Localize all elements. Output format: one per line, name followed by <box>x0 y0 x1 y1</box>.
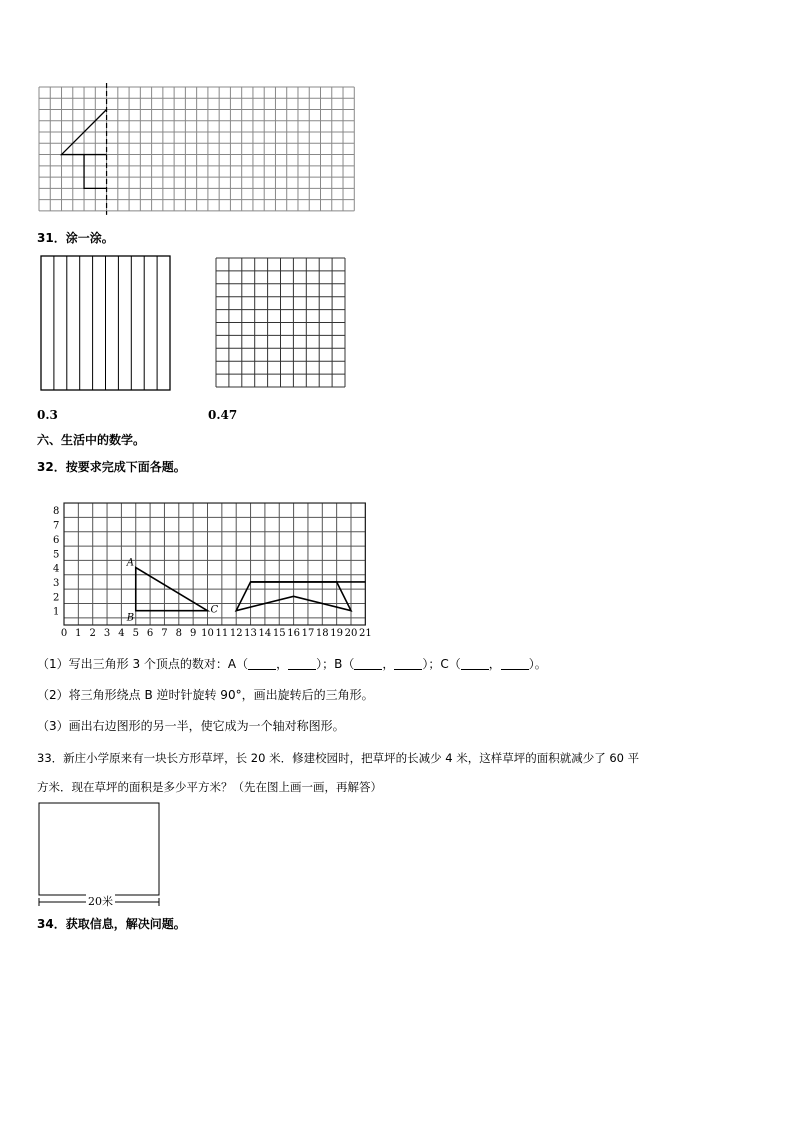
x-tick-label: 16 <box>287 628 300 639</box>
q32-sub1-b: ）；B（ <box>316 657 355 671</box>
x-tick-label: 1 <box>75 628 82 639</box>
q31-title: 31．涂一涂。 <box>37 231 114 245</box>
point-label-c: C <box>210 604 219 616</box>
q33-dimension-label: 20米 <box>88 895 113 908</box>
q32-title: 32．按要求完成下面各题。 <box>37 460 186 474</box>
x-tick-label: 13 <box>244 628 257 639</box>
q32-sub2: （2）将三角形绕点 B 逆时针旋转 90°，画出旋转后的三角形。 <box>37 688 374 702</box>
x-tick-label: 17 <box>301 628 315 639</box>
section6-title: 六、生活中的数学。 <box>37 433 146 447</box>
y-tick-label: 8 <box>53 506 60 518</box>
q32-sub3: （3）画出右边图形的另一半，使它成为一个轴对称图形。 <box>37 719 345 733</box>
x-tick-label: 10 <box>201 628 214 639</box>
q32-sub1-end: ）。 <box>528 657 547 671</box>
q32-sub1-c: ）；C（ <box>422 657 461 671</box>
comma: ， <box>276 657 289 671</box>
q32-sub1-a: A（ <box>227 657 249 671</box>
y-tick-label: 3 <box>53 577 60 589</box>
lawn-outline <box>39 803 159 895</box>
y-tick-label: 1 <box>53 606 60 618</box>
x-tick-label: 3 <box>103 628 111 639</box>
q33-line2: 方米．现在草坪的面积是多少平方米？（先在图上画一画，再解答） <box>37 780 382 794</box>
x-tick-label: 7 <box>161 628 168 639</box>
q31-label-right: 0.47 <box>208 408 238 422</box>
point-label-a: A <box>126 557 134 569</box>
x-tick-label: 2 <box>89 628 96 639</box>
q31-label-left: 0.3 <box>37 408 58 422</box>
x-tick-label: 6 <box>146 628 154 639</box>
x-tick-label: 19 <box>330 628 344 639</box>
x-tick-label: 18 <box>315 628 329 639</box>
x-tick-label: 9 <box>189 628 197 639</box>
comma: ， <box>488 657 501 671</box>
x-tick-label: 5 <box>132 628 139 639</box>
y-tick-label: 5 <box>53 549 60 561</box>
q34-title: 34．获取信息，解决问题。 <box>37 917 186 931</box>
x-tick-label: 15 <box>272 628 286 639</box>
x-tick-label: 8 <box>175 628 182 639</box>
comma: ， <box>382 657 395 671</box>
x-tick-label: 12 <box>229 628 243 639</box>
x-tick-label: 4 <box>118 628 125 639</box>
x-tick-label: 21 <box>358 628 372 639</box>
q33-line1: 33．新庄小学原来有一块长方形草坪，长 20 米．修建校园时，把草坪的长减少 4 米，这样草坪的面积就减少了 60 平 <box>37 751 640 765</box>
y-tick-label: 7 <box>53 520 60 532</box>
y-tick-label: 4 <box>53 563 60 575</box>
q32-sub1-prefix: （1）写出三角形 3 个顶点的数对： <box>37 657 228 671</box>
point-label-b: B <box>126 612 135 624</box>
y-tick-label: 2 <box>53 592 60 604</box>
y-tick-label: 6 <box>53 534 60 546</box>
x-tick-label: 20 <box>344 628 358 639</box>
x-tick-label: 11 <box>215 628 229 639</box>
x-tick-label: 0 <box>60 628 68 639</box>
x-tick-label: 14 <box>258 628 272 639</box>
